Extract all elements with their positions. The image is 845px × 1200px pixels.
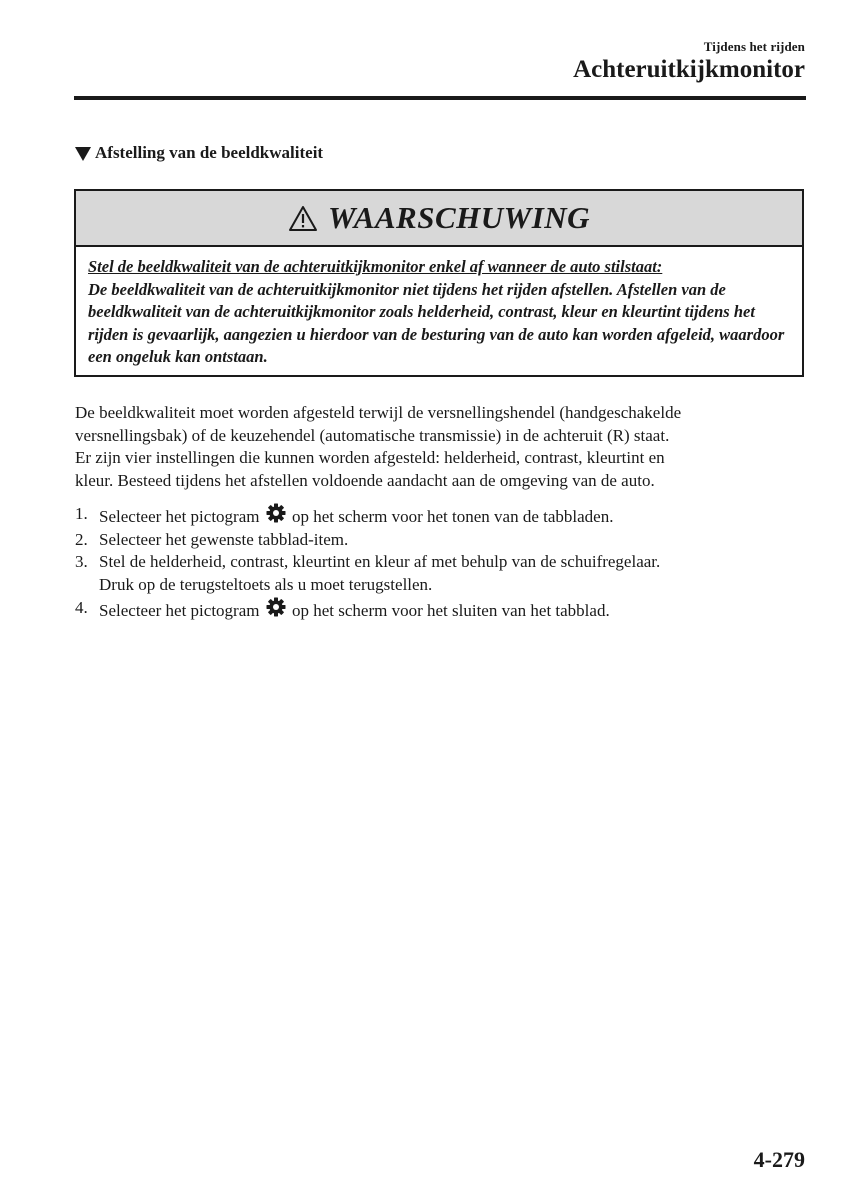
step-text-line: Druk op de terugsteltoets als u moet terugstellen. [99,575,433,595]
step-text [99,597,810,623]
step-text-line: Stel de helderheid, contrast, kleurtint en kleur af met behulp van de schuifregelaar. [99,552,661,572]
step-number: 2. [75,529,88,549]
chapter-label: Tijdens het rijden [703,39,805,54]
step-number: 4. [75,597,88,617]
warning-header [76,191,802,247]
step-text-before: Selecteer het pictogram [99,507,260,526]
list-item [75,503,810,529]
step-text-after: op het scherm voor het tonen van de tabbladen. [291,507,614,526]
step-text [99,551,810,596]
intro-line: versnellingsbak) of de keuzehendel (automatische transmissie) in de achteruit (R) staat. [75,425,670,445]
page-title: Achteruitkijkmonitor [573,56,805,83]
list-item [75,597,810,623]
list-item [75,529,810,552]
step-number: 1. [75,504,88,523]
warning-title: WAARSCHUWING [327,200,591,235]
step-text-before: Selecteer het pictogram [99,600,260,620]
warning-body [76,247,802,369]
triangle-bullet-icon [75,147,91,161]
intro-line: kleur. Besteed tijdens het afstellen voldoende aandacht aan de omgeving van de auto. [75,471,655,491]
header-divider [74,96,806,100]
list-item [75,551,810,596]
step-text-after: op het scherm voor het sluiten van het tabblad. [291,600,610,620]
step-text [99,503,810,529]
gear-icon [266,503,286,523]
step-text: Selecteer het gewenste tabblad-item. [99,529,349,549]
intro-line: Er zijn vier instellingen die kunnen worden afgesteld: helderheid, contrast, kleurtint en [75,448,665,468]
section-heading-text: Afstelling van de beeldkwaliteit [95,143,324,162]
intro-paragraph [75,402,810,493]
warning-lead: Stel de beeldkwaliteit van de achteruitkijkmonitor enkel af wanneer de auto stilstaat: [88,257,663,276]
step-number: 3. [75,552,88,572]
intro-line: De beeldkwaliteit moet worden afgesteld terwijl de versnellingshendel (handgeschakelde [75,403,682,422]
section-heading [75,143,323,163]
gear-icon [266,597,286,617]
steps-list [75,503,810,623]
warning-text: De beeldkwaliteit van de achteruitkijkmonitor niet tijdens het rijden afstellen. Afstellen van de beeldkwaliteit van de achteruitkijkmonitor zoals helderheid, contrast, kleur en kleurtint tijdens het rijden is gevaarlijk, aangezien u hierdoor van de besturing van de auto kan worden afgeleid, waardoor een ongeluk kan ontstaan. [88,279,785,366]
warning-box [74,189,804,377]
page-number: 4-279 [753,1147,805,1172]
warning-triangle-icon [288,205,318,232]
